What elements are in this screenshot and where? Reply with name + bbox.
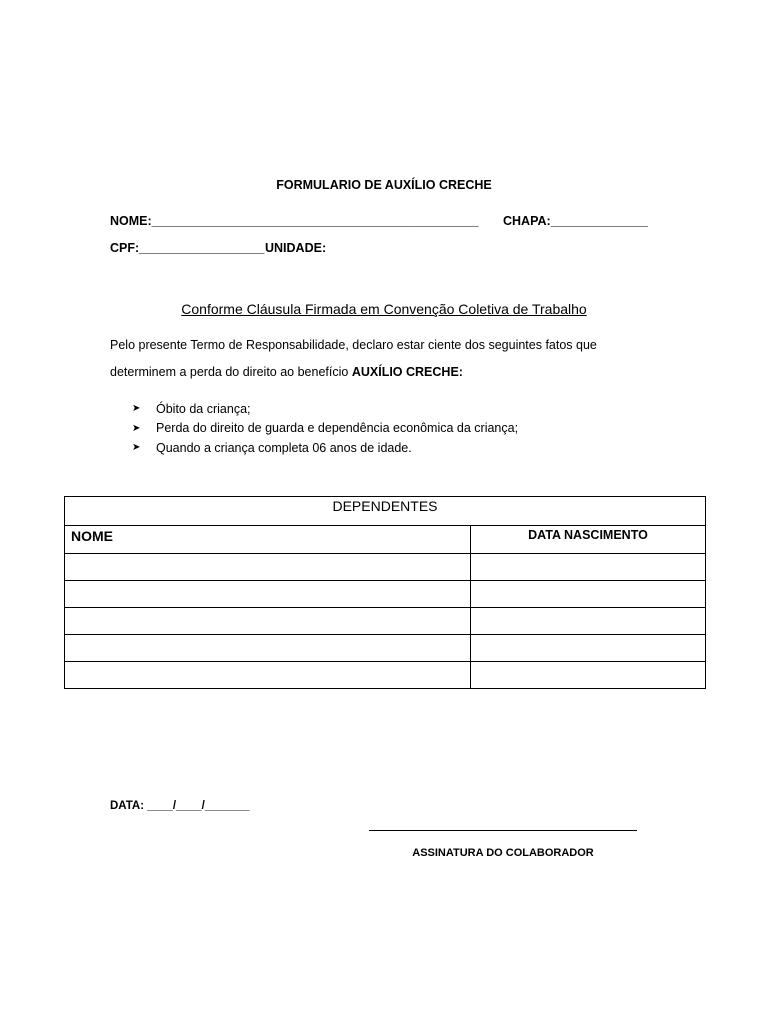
table-row <box>65 608 706 635</box>
conditions-list <box>132 399 518 458</box>
name-cell[interactable] <box>65 662 471 689</box>
name-cell[interactable] <box>65 581 471 608</box>
name-cell[interactable] <box>65 608 471 635</box>
column-header-date <box>471 526 706 554</box>
name-cell[interactable] <box>65 635 471 662</box>
arrow-bullet-icon: ➤ <box>132 403 141 415</box>
date-cell[interactable] <box>471 662 706 689</box>
chapa-field[interactable]: CHAPA:______________ <box>503 214 649 228</box>
name-cell[interactable] <box>65 554 471 581</box>
column-header-name <box>65 526 471 554</box>
list-item <box>132 419 518 439</box>
list-item <box>132 438 518 458</box>
subtitle: Conforme Cláusula Firmada em Convenção Coletiva de Trabalho <box>181 301 587 317</box>
paragraph-line-2 <box>110 365 463 379</box>
paragraph-line-1: Pelo presente Termo de Responsabilidade, declaro estar ciente dos seguintes fatos que <box>110 338 597 352</box>
table-row <box>65 662 706 689</box>
date-cell[interactable] <box>471 635 706 662</box>
date-field[interactable]: DATA: ____/____/_______ <box>110 800 250 812</box>
form-title: FORMULARIO DE AUXÍLIO CRECHE <box>276 178 492 192</box>
column-header-date-label: DATA NASCIMENTO <box>528 528 648 542</box>
table-row <box>65 635 706 662</box>
list-item-text: Óbito da criança; <box>156 401 251 416</box>
paragraph-line-2-text: determinem a perda do direito ao benefício <box>110 365 352 379</box>
table-header: DEPENDENTES <box>65 497 706 526</box>
benefit-name: AUXÍLIO CRECHE: <box>351 365 463 379</box>
table-row <box>65 554 706 581</box>
list-item <box>132 399 518 419</box>
nome-field[interactable]: NOME:_______________________________________________ <box>110 214 479 228</box>
date-cell[interactable] <box>471 581 706 608</box>
unidade-field[interactable]: UNIDADE: <box>265 241 327 255</box>
date-cell[interactable] <box>471 608 706 635</box>
cpf-field[interactable]: CPF:__________________ <box>110 241 265 255</box>
date-cell[interactable] <box>471 554 706 581</box>
column-header-name-label: NOME <box>71 528 113 544</box>
arrow-bullet-icon: ➤ <box>132 442 141 454</box>
signature-label: ASSINATURA DO COLABORADOR <box>412 847 594 859</box>
signature-line[interactable] <box>369 830 637 831</box>
table-row <box>65 581 706 608</box>
dependents-table <box>64 496 706 689</box>
list-item-text: Perda do direito de guarda e dependência econômica da criança; <box>156 421 519 436</box>
arrow-bullet-icon: ➤ <box>132 422 141 434</box>
list-item-text: Quando a criança completa 06 anos de idade. <box>156 440 412 455</box>
